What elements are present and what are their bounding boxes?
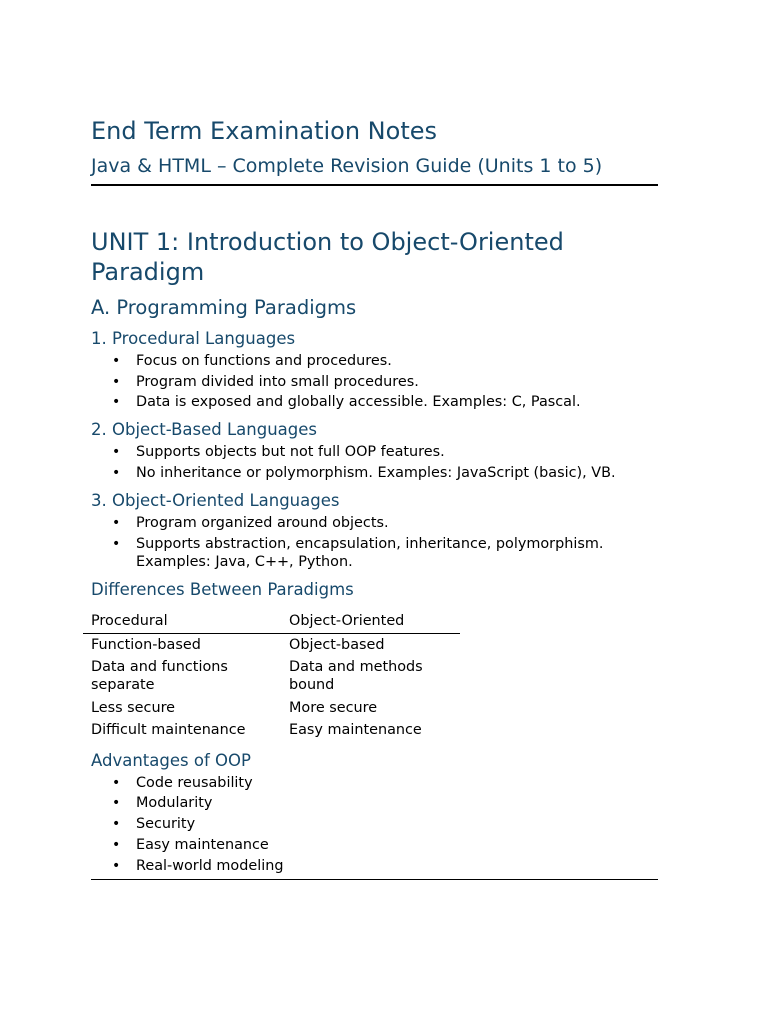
subheading-differences: Differences Between Paradigms [91,579,354,599]
column-header: Procedural [83,610,281,634]
bullet-icon: • [112,515,121,532]
table-cell: Easy maintenance [289,722,422,739]
bullet-icon: • [112,795,121,812]
list-item: • Modularity [112,795,213,812]
title-divider [91,184,658,186]
bullet-icon: • [112,465,121,482]
table-row [83,719,460,742]
table-row [83,656,460,697]
list-item: • Data is exposed and globally accessible. Examples: C, Pascal. [112,394,581,411]
list-item: • Real-world modeling [112,857,284,874]
bullet-icon: • [112,444,121,461]
bullet-icon: • [112,857,121,874]
object-oriented-list [91,514,658,571]
column-header: Object-Oriented [281,610,460,634]
page-content [91,114,658,880]
list-item: • Focus on functions and procedures. [112,353,392,369]
advantages-list [91,774,658,875]
section-divider [91,879,658,880]
table-cell: Difficult maintenance [91,722,246,739]
bullet-icon: • [112,774,121,791]
table-cell: Object-based [289,636,385,653]
list-item: • Easy maintenance [112,836,269,853]
differences-table [83,610,460,742]
list-item: • Code reusability [112,774,253,791]
bullet-icon: • [112,394,121,411]
table-cell: More secure [289,699,378,716]
table-cell: Data and methods bound [289,659,423,694]
table-cell: Data and functions separate [91,659,228,694]
document-title: End Term Examination Notes [91,117,437,145]
subheading-object-based: 2. Object-Based Languages [91,420,318,440]
list-item: • Security [112,816,196,833]
section-heading: A. Programming Paradigms [91,296,357,319]
list-item: • Program organized around objects. [112,515,389,532]
bullet-icon: • [112,535,121,552]
subheading-object-oriented: 3. Object-Oriented Languages [91,491,340,511]
bullet-icon: • [112,373,121,390]
table-header-row [83,610,460,634]
table-cell: Function-based [91,636,201,653]
unit-heading: UNIT 1: Introduction to Object-Oriented Paradigm [91,228,564,286]
document-subtitle: Java & HTML – Complete Revision Guide (Units 1 to 5) [91,155,603,177]
list-item: • Supports abstraction, encapsulation, inheritance, polymorphism. Examples: Java, C++, Python. [112,535,604,570]
bullet-icon: • [112,816,121,833]
table-row [83,697,460,720]
bullet-icon: • [112,836,121,853]
table-cell: Less secure [91,699,176,716]
list-item: • No inheritance or polymorphism. Examples: JavaScript (basic), VB. [112,465,616,482]
list-item: • Program divided into small procedures. [112,373,419,390]
object-based-list [91,443,658,482]
subheading-procedural: 1. Procedural Languages [91,329,296,348]
bullet-icon: • [112,353,121,369]
table-row [83,633,460,656]
subheading-advantages: Advantages of OOP [91,750,251,770]
procedural-list [91,352,658,411]
list-item: • Supports objects but not full OOP features. [112,444,445,461]
